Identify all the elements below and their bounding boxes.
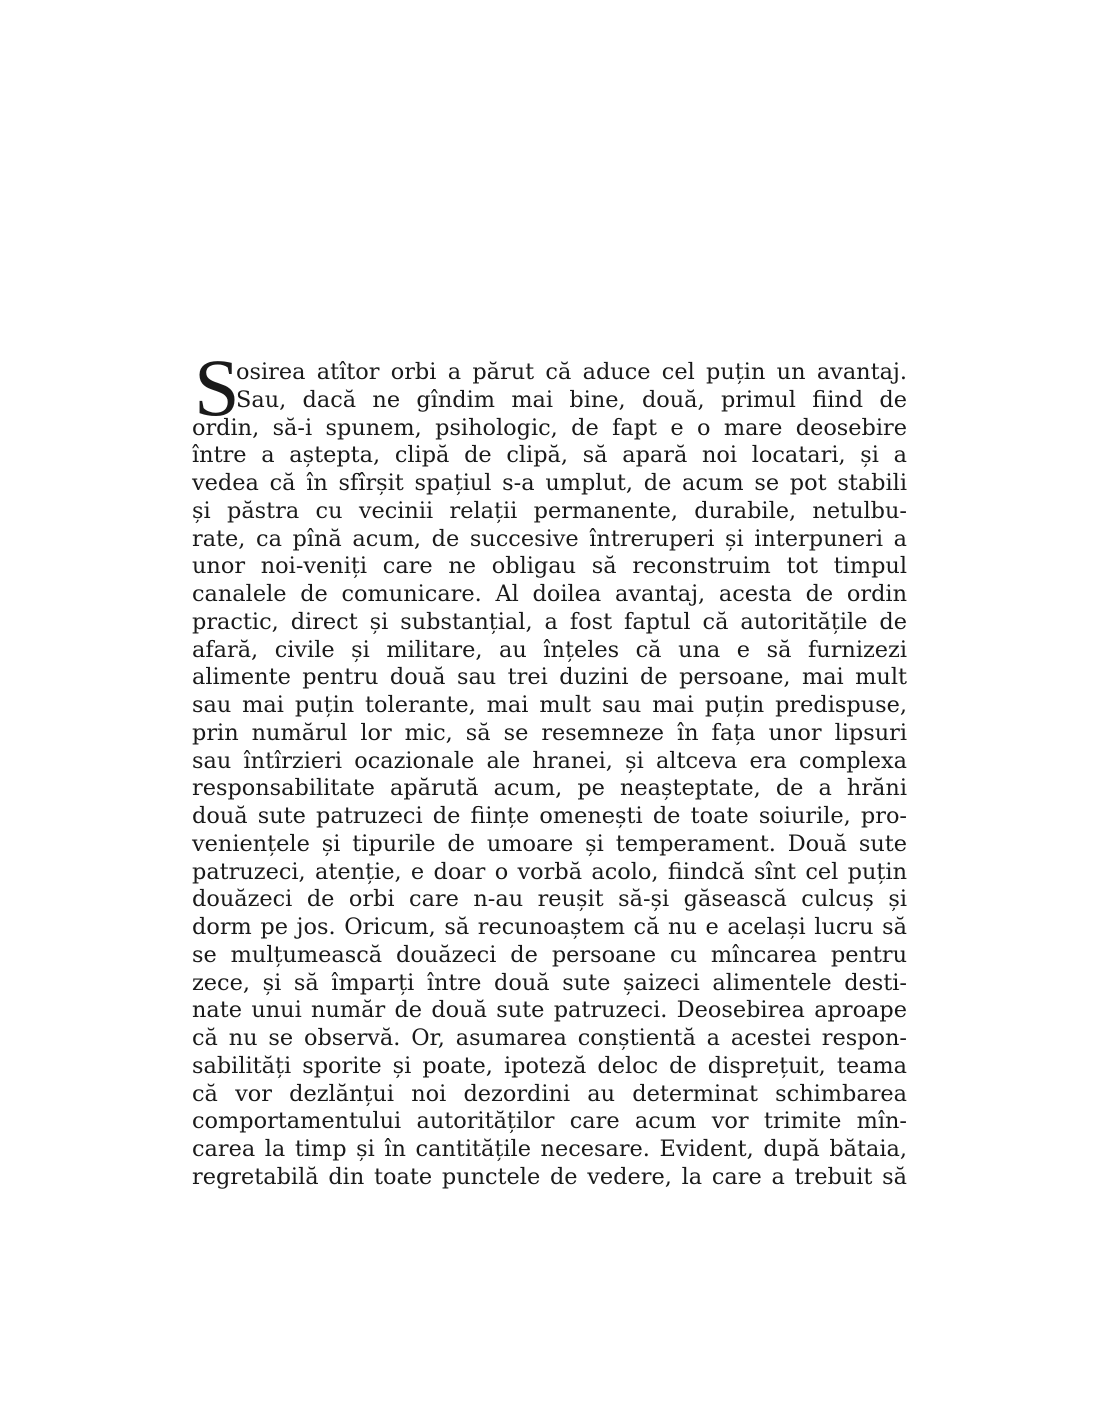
body-text <box>192 342 907 1192</box>
text-line: unor noi-veniți care ne obligau să reconstruim tot timpul <box>192 553 907 580</box>
text-line: zece, și să împarți între două sute șaizeci alimentele desti- <box>192 969 907 996</box>
text-line: că vor dezlănțui noi dezordini au determinat schimbarea <box>192 1080 907 1107</box>
text-line: și păstra cu vecinii relații permanente, durabile, netulbu- <box>192 497 907 524</box>
text-line: sau întîrzieri ocazionale ale hranei, și altceva era complexa <box>192 747 907 774</box>
text-line: afară, civile și militare, au înțeles că una e să furnizezi <box>192 636 907 663</box>
text-line: dorm pe jos. Oricum, să recunoaștem că nu e același lucru să <box>192 914 907 940</box>
text-line: sabilități sporite și poate, ipoteză deloc de disprețuit, teama <box>192 1052 907 1079</box>
text-line: Sau, dacă ne gîndim mai bine, două, primul fiind de <box>236 386 907 413</box>
text-line: între a aștepta, clipă de clipă, să apară noi locatari, și a <box>192 442 907 469</box>
text-line: douăzeci de orbi care n-au reușit să-și găsească culcuș și <box>192 886 907 913</box>
text-line: carea la timp și în cantitățile necesare. Evident, după bătaia, <box>192 1136 907 1162</box>
text-line: rate, ca pînă acum, de succesive întreruperi și interpuneri a <box>192 525 907 552</box>
text-line: ordin, să-i spunem, psihologic, de fapt e o mare deosebire <box>192 414 907 441</box>
text-line: patruzeci, atenție, e doar o vorbă acolo, fiindcă sînt cel puțin <box>192 858 907 885</box>
text-line: vedea că în sfîrșit spațiul s-a umplut, de acum se pot stabili <box>192 470 907 496</box>
text-line: comportamentului autorităților care acum vor trimite mîn- <box>192 1108 907 1135</box>
text-line: practic, direct și substanțial, a fost faptul că autoritățile de <box>192 608 907 635</box>
text-line: canalele de comunicare. Al doilea avantaj, acesta de ordin <box>192 581 907 607</box>
text-line: veniențele și tipurile de umoare și temperament. Două sute <box>192 830 907 857</box>
text-line: sau mai puțin tolerante, mai mult sau mai puțin predispuse, <box>192 692 907 718</box>
text-line: două sute patruzeci de ființe omenești de toate soiurile, pro- <box>192 803 907 829</box>
text-line: osirea atîtor orbi a părut că aduce cel puțin un avantaj. <box>236 359 907 385</box>
drop-cap: S <box>194 342 240 433</box>
text-line: alimente pentru două sau trei duzini de persoane, mai mult <box>192 664 907 691</box>
text-line: că nu se observă. Or, asumarea conștientă a acestei respon- <box>192 1025 907 1051</box>
text-line: regretabilă din toate punctele de vedere, la care a trebuit să <box>192 1163 907 1190</box>
text-line: responsabilitate apărută acum, pe neașteptate, de a hrăni <box>192 775 907 802</box>
text-line: prin numărul lor mic, să se resemneze în fața unor lipsuri <box>192 719 907 746</box>
text-line: nate unui număr de două sute patruzeci. Deosebirea aproape <box>192 997 907 1024</box>
text-line: se mulțumească douăzeci de persoane cu mîncarea pentru <box>192 941 907 968</box>
